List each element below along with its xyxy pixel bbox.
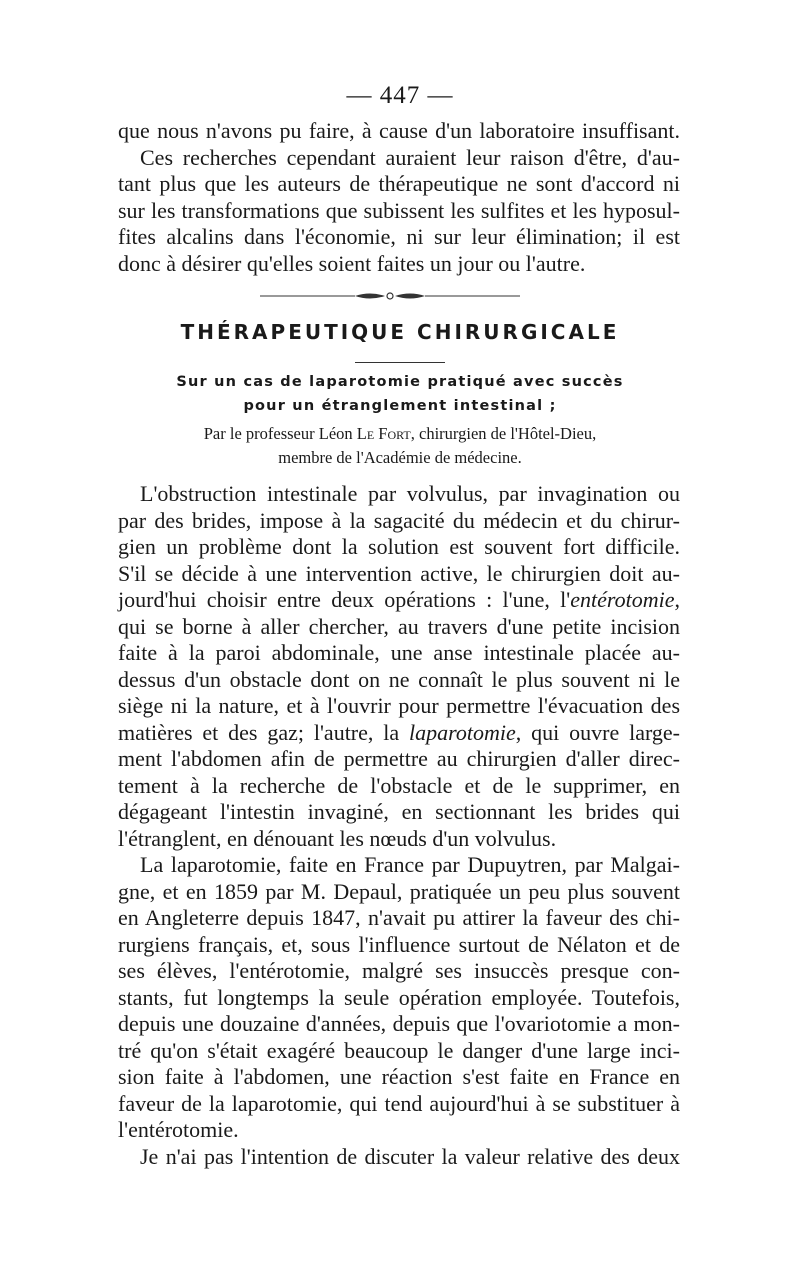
text-line: stants, fut longtemps la seule opération employée. Toutefois, bbox=[118, 984, 680, 1010]
top-paragraph bbox=[118, 118, 680, 277]
text-line: ment l'abdomen afin de permettre au chirurgien d'aller direc- bbox=[118, 746, 680, 771]
text-line: l'étranglent, en dénouant les nœuds d'un volvulus. bbox=[118, 825, 557, 851]
text-line: L'obstruction intestinale par volvulus, par invagination ou bbox=[140, 481, 680, 506]
text-line: Ces recherches cependant auraient leur raison d'être, d'au- bbox=[140, 144, 680, 170]
italic-term: entérotomie bbox=[570, 587, 675, 612]
text-line: faveur de la laparotomie, qui tend aujourd'hui à se substituer à bbox=[118, 1090, 680, 1116]
text-line: tré qu'on s'était exagéré beaucoup le danger d'une large inci- bbox=[118, 1037, 680, 1063]
text-line: S'il se décide à une intervention active, le chirurgien doit au- bbox=[118, 560, 680, 586]
section-title: THÉRAPEUTIQUE CHIRURGICALE bbox=[180, 320, 620, 344]
text-line: Je n'ai pas l'intention de discuter la valeur relative des deux bbox=[140, 1143, 680, 1169]
text-line: La laparotomie, faite en France par Dupuytren, par Malgai- bbox=[140, 852, 680, 877]
text-line: gne, et en 1859 par M. Depaul, pratiquée un peu plus souvent bbox=[118, 878, 680, 904]
text-segment: , qui ouvre large- bbox=[515, 719, 680, 745]
text-line: tement à la recherche de l'obstacle et de le supprimer, en bbox=[118, 772, 680, 798]
text-line: dessus d'un obstacle dont on ne connaît le plus souvent ni le bbox=[118, 666, 680, 692]
article-title: Sur un cas de laparotomie pratiqué avec succès bbox=[176, 374, 624, 390]
text-line: siège ni la nature, et à l'ouvrir pour permettre l'évacuation des bbox=[118, 693, 680, 718]
author-name: Le Fort bbox=[356, 424, 411, 443]
text-line: gien un problème dont la solution est souvent fort difficile. bbox=[118, 534, 680, 559]
text-line: l'entérotomie. bbox=[118, 1117, 239, 1142]
text-line: dégageant l'intestin invaginé, en sectionnant les brides qui bbox=[118, 799, 680, 824]
body-text bbox=[118, 481, 680, 1170]
text-line: rurgiens français, et, sous l'influence surtout de Nélaton et de bbox=[118, 931, 680, 957]
text-line: qui se borne à aller chercher, au travers d'une petite incision bbox=[118, 613, 680, 639]
article-title-continued: pour un étranglement intestinal ; bbox=[243, 398, 557, 414]
byline-suffix: , chirurgien de l'Hôtel-Dieu, bbox=[410, 424, 597, 443]
divider-rule bbox=[355, 362, 445, 363]
text-segment: jourd'hui choisir entre deux opérations : l'une, l' bbox=[118, 587, 571, 612]
text-segment: , bbox=[674, 587, 680, 612]
text-line: tant plus que les auteurs de thérapeutique ne sont d'accord ni bbox=[118, 171, 680, 196]
text-line: faite à la paroi abdominale, une anse intestinale placée au- bbox=[118, 640, 680, 665]
text-line: fites alcalins dans l'économie, ni sur leur élimination; il est bbox=[118, 224, 680, 249]
byline-affiliation: membre de l'Académie de médecine. bbox=[278, 448, 522, 467]
text-line: donc à désirer qu'elles soient faites un jour ou l'autre. bbox=[118, 250, 586, 276]
text-line: par des brides, impose à la sagacité du médecin et du chirur- bbox=[118, 507, 680, 533]
text-line bbox=[118, 720, 680, 747]
text-line: depuis une douzaine d'années, depuis que l'ovariotomie a mon- bbox=[118, 1011, 680, 1036]
text-line: sion faite à l'abdomen, une réaction s'est faite en France en bbox=[118, 1064, 680, 1089]
byline-prefix: Par le professeur Léon bbox=[203, 424, 357, 443]
italic-term: laparotomie bbox=[409, 719, 516, 745]
page-number: — 447 — bbox=[346, 82, 454, 109]
text-line bbox=[118, 587, 680, 614]
text-line: ses élèves, l'entérotomie, malgré ses insuccès presque con- bbox=[118, 958, 680, 983]
ornament-divider bbox=[260, 288, 520, 304]
text-line: que nous n'avons pu faire, à cause d'un laboratoire insuffisant. bbox=[118, 118, 680, 143]
byline bbox=[0, 424, 800, 444]
text-line: en Angleterre depuis 1847, n'avait pu attirer la faveur des chi- bbox=[118, 905, 680, 930]
text-line: sur les transformations que subissent les sulfites et les hyposul- bbox=[118, 197, 680, 223]
text-segment: matières et des gaz; l'autre, la bbox=[118, 719, 410, 745]
